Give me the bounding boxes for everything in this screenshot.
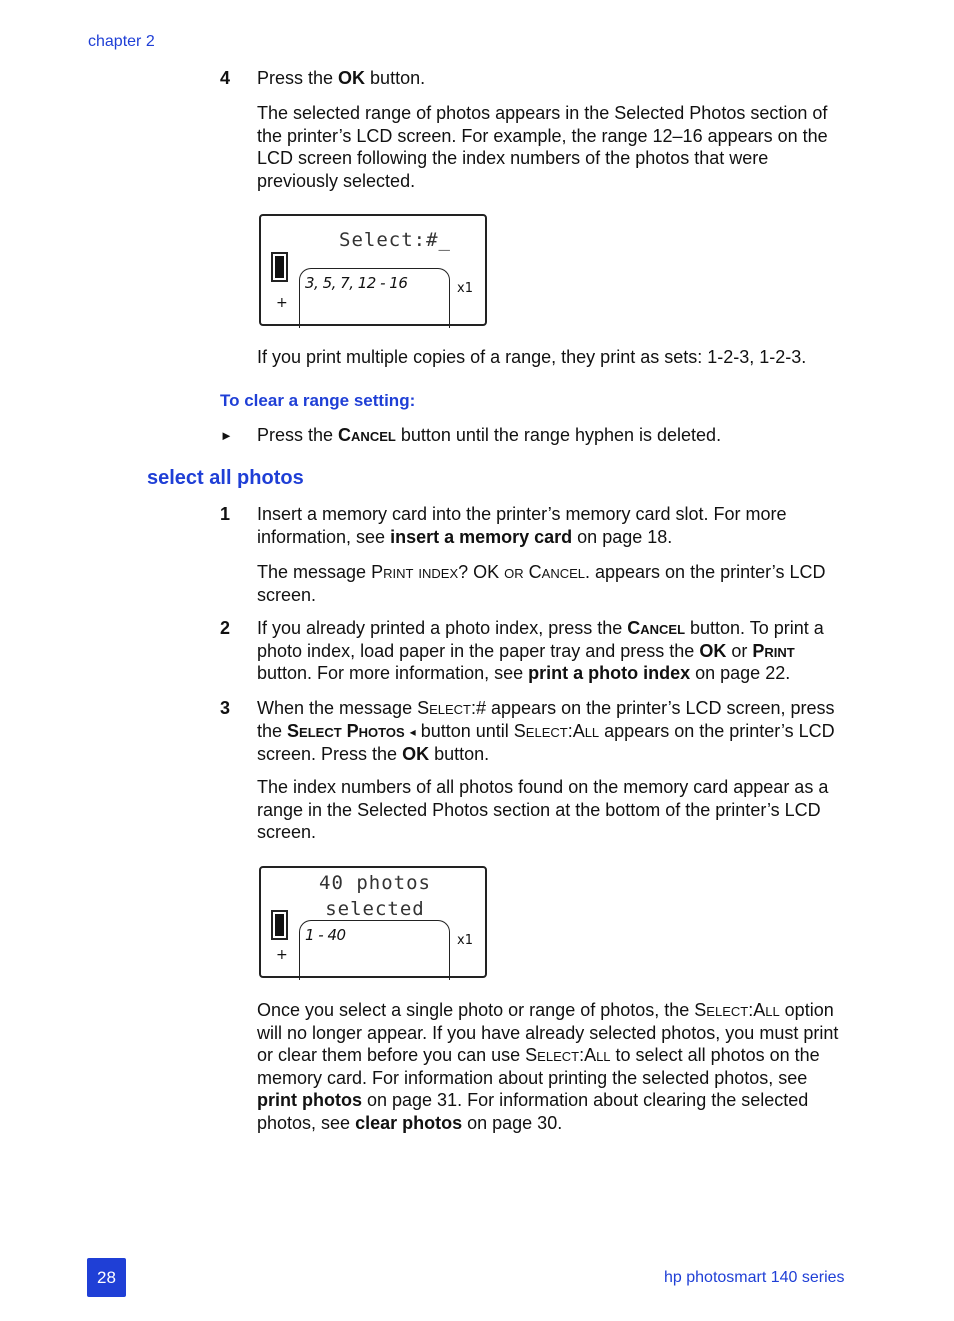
select-photos-button-label: Select Photos bbox=[287, 720, 405, 741]
ok-button-label: OK bbox=[402, 744, 430, 764]
text: button. bbox=[365, 68, 426, 88]
lcd-screen-illustration bbox=[259, 866, 487, 978]
lcd-message: Print index? OK or Cancel. bbox=[371, 562, 590, 582]
step-3-result: The index numbers of all photos found on the memory card appear as a range in the Selected Photos section at the bottom of the printer’s LCD screen. bbox=[257, 777, 829, 842]
plus-icon: + bbox=[276, 295, 288, 311]
step-1-instruction bbox=[257, 503, 847, 548]
lcd-title: Select:#_ bbox=[339, 229, 451, 251]
lcd-message: Select:All bbox=[513, 720, 600, 741]
text: Once you select a single photo or range of photos, the bbox=[257, 1000, 695, 1020]
chapter-label: chapter 2 bbox=[88, 33, 155, 50]
text: button. For more information, see bbox=[257, 663, 529, 683]
section-heading: select all photos bbox=[147, 467, 304, 489]
text: button until the range hyphen is deleted. bbox=[395, 425, 722, 445]
step-2-instruction bbox=[257, 617, 847, 685]
left-arrow-icon: ◂ bbox=[409, 724, 416, 739]
memory-card-icon bbox=[271, 252, 288, 282]
text: on page 18. bbox=[572, 526, 673, 547]
lcd-copies: x1 bbox=[457, 933, 473, 948]
text: on page 31. For information about clearing the selected photos, see bbox=[257, 1090, 809, 1133]
cancel-button-label: Cancel bbox=[338, 425, 396, 445]
cross-reference: print photos bbox=[257, 1090, 362, 1110]
text: Press the bbox=[257, 68, 339, 88]
ok-button-label: OK bbox=[699, 640, 727, 661]
text: appears on the printer’s LCD screen. bbox=[257, 562, 826, 605]
clear-range-instruction bbox=[257, 424, 847, 447]
text: button. bbox=[429, 744, 490, 764]
text: option will no longer appear. If you have already selected photos, you must print or clear them before you can use bbox=[257, 1000, 839, 1065]
cross-reference: print a photo index bbox=[528, 663, 691, 683]
memory-card-icon bbox=[271, 910, 288, 940]
step-number: 4 bbox=[220, 68, 231, 88]
lcd-copies: x1 bbox=[457, 281, 473, 296]
text: button. To print a photo index, load paper in the paper tray and press the bbox=[257, 618, 824, 661]
lcd-message: Select:# bbox=[417, 698, 487, 718]
text: appears on the printer’s LCD screen, press the bbox=[257, 698, 835, 741]
step-number: 2 bbox=[220, 618, 231, 638]
copies-note: If you print multiple copies of a range, they print as sets: 1-2-3, 1-2-3. bbox=[257, 347, 807, 367]
text: button until bbox=[415, 720, 514, 741]
step-4-description: The selected range of photos appears in the Selected Photos section of the printer’s LCD screen. For example, the range 12–16 appears on the LCD screen following the index numbers of the photos that were previously selected. bbox=[257, 103, 828, 191]
page-number: 28 bbox=[87, 1258, 126, 1297]
text: Insert a memory card into the printer’s memory card slot. For more information, see bbox=[257, 504, 787, 547]
bullet-arrow-icon: ► bbox=[220, 428, 233, 443]
clear-range-heading: To clear a range setting: bbox=[220, 391, 416, 410]
text: to select all photos on the memory card. For information about printing the selected photos, see bbox=[257, 1045, 820, 1088]
lcd-range-text: 1 - 40 bbox=[305, 926, 346, 944]
cross-reference: clear photos bbox=[355, 1112, 463, 1133]
text: The message bbox=[257, 562, 372, 582]
lcd-message: Select:All bbox=[694, 1000, 780, 1020]
lcd-message: Select:All bbox=[525, 1045, 611, 1065]
text: on page 22. bbox=[690, 663, 791, 683]
text: or bbox=[726, 640, 753, 661]
step-1-message bbox=[257, 561, 847, 606]
cross-reference: insert a memory card bbox=[390, 526, 573, 547]
lcd-title-line-2: selected bbox=[325, 898, 425, 920]
lcd-range-text: 3, 5, 7, 12 - 16 bbox=[305, 274, 408, 292]
step-number: 3 bbox=[220, 698, 231, 718]
closing-paragraph bbox=[257, 999, 847, 1134]
text: on page 30. bbox=[462, 1112, 563, 1133]
lcd-screen-illustration bbox=[259, 214, 487, 326]
text: When the message bbox=[257, 698, 418, 718]
ok-button-label: OK bbox=[338, 68, 366, 88]
text: appears on the printer’s LCD screen. Press the bbox=[257, 720, 835, 764]
text: If you already printed a photo index, press the bbox=[257, 618, 628, 638]
cancel-button-label: Cancel bbox=[627, 618, 686, 638]
step-4-instruction bbox=[257, 67, 847, 90]
text: Press the bbox=[257, 425, 339, 445]
lcd-title-line-1: 40 photos bbox=[319, 872, 431, 894]
product-name: hp photosmart 140 series bbox=[664, 1269, 845, 1286]
step-3-instruction bbox=[257, 697, 847, 766]
step-number: 1 bbox=[220, 504, 231, 524]
plus-icon: + bbox=[276, 947, 288, 963]
print-button-label: Print bbox=[752, 640, 795, 661]
